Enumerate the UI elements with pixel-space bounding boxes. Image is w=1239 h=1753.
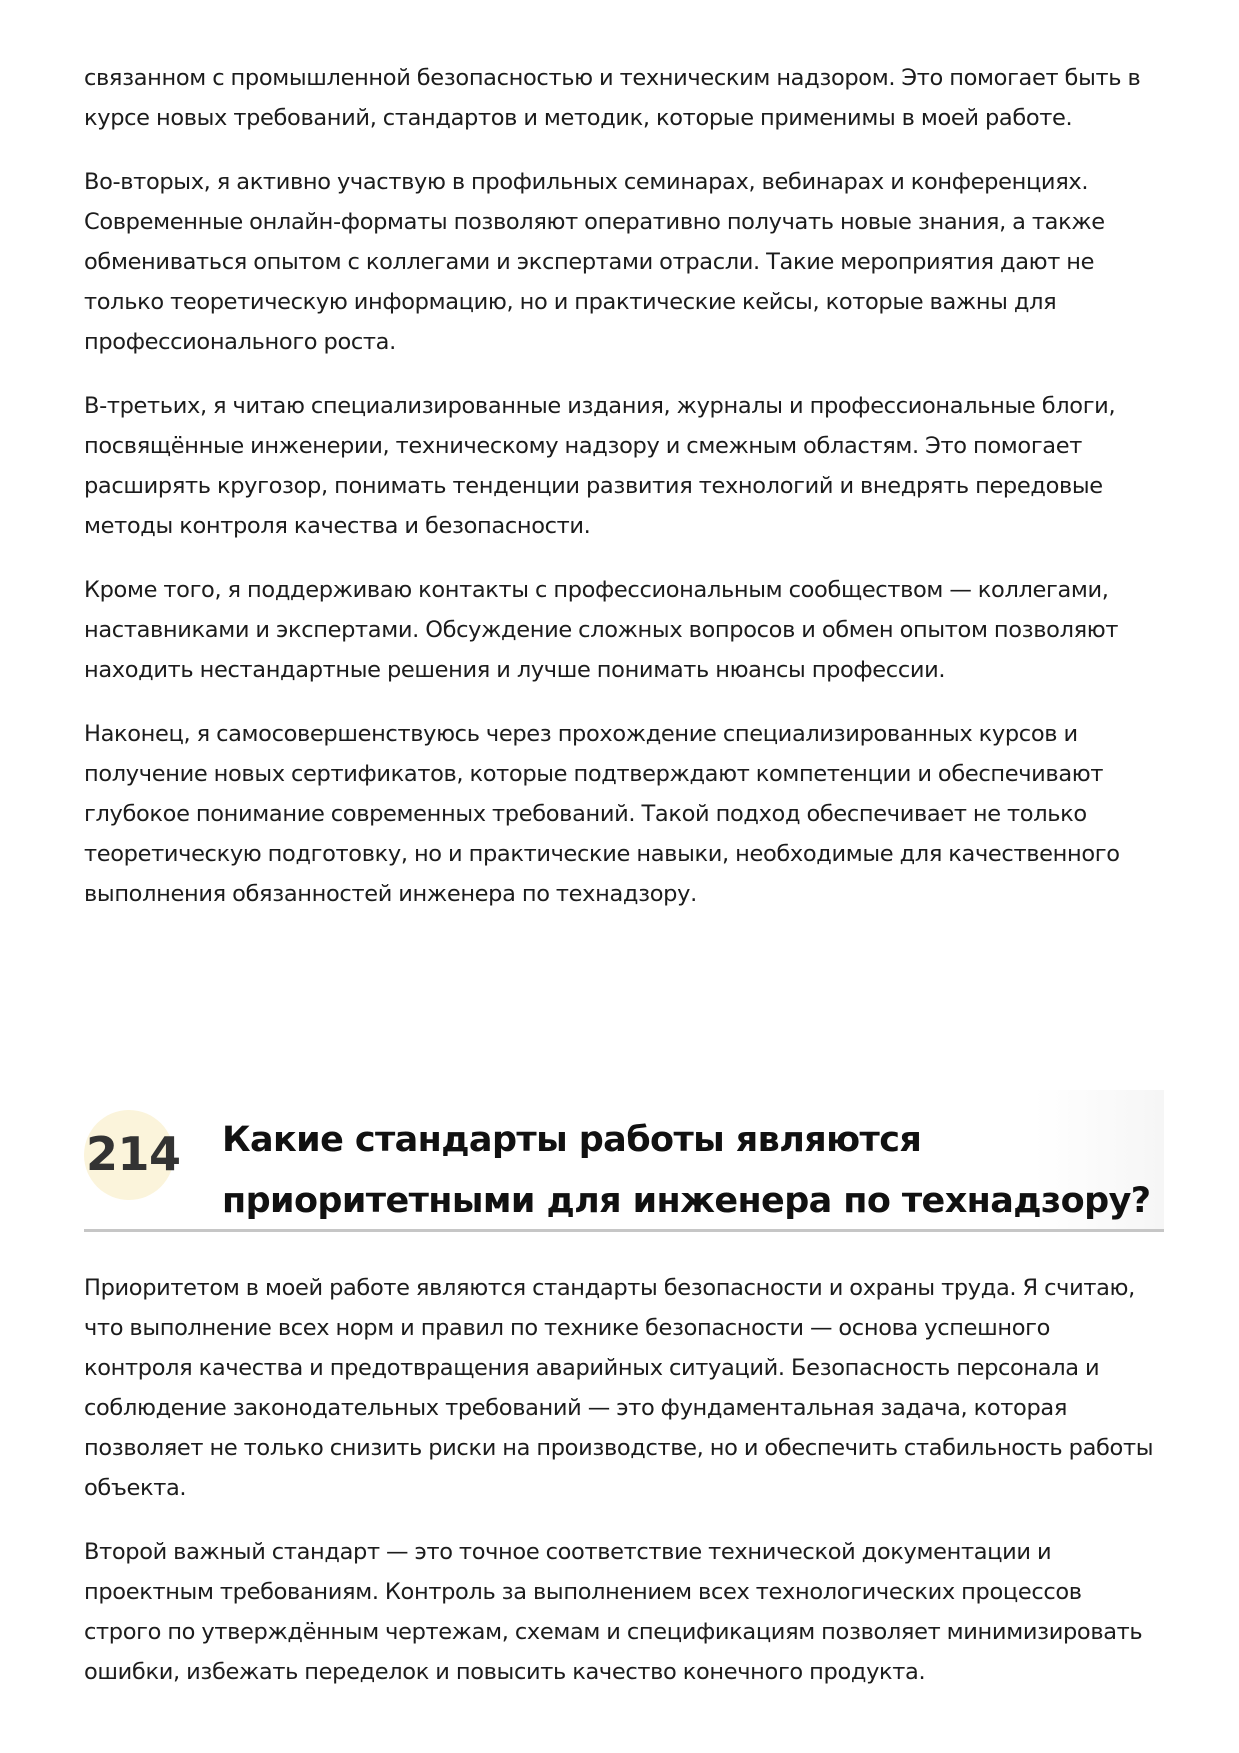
intro-paragraph-2: Во-вторых, я активно участвую в профильных семинарах, вебинарах и конференциях. Современные онлайн-форматы позволяют оперативно получать новые знания, а также обмениваться опытом с коллегами и экспертами отрасли. Такие мероприятия дают не только теоретическую информацию, но и практические кейсы, которые важны для профессионального роста. — [84, 169, 1105, 355]
intro-paragraph-3: В-третьих, я читаю специализированные издания, журналы и профессиональные блоги, посвящённые инженерии, техническому надзору и смежным областям. Это помогает расширять кругозор, понимать тенденции развития технологий и внедрять передовые методы контроля качества и безопасности. — [84, 393, 1116, 539]
intro-paragraph-1: связанном с промышленной безопасностью и техническим надзором. Это помогает быть в курсе новых требований, стандартов и методик, которые применимы в моей работе. — [84, 65, 1141, 131]
answer-paragraph-1: Приоритетом в моей работе являются стандарты безопасности и охраны труда. Я считаю, что выполнение всех норм и правил по технике безопасности — основа успешного контроля качества и предотвращения аварийных ситуаций. Безопасность персонала и соблюдение законодательных требований — это фундаментальная задача, которая позволяет не только снизить риски на производстве, но и обеспечить стабильность работы объекта. — [84, 1275, 1154, 1501]
intro-section — [84, 58, 1164, 938]
answer-paragraph-2: Второй важный стандарт — это точное соответствие технической документации и проектным требованиям. Контроль за выполнением всех технологических процессов строго по утверждённым чертежам, схемам и спецификациям позволяет минимизировать ошибки, избежать переделок и повысить качество конечного продукта. — [84, 1539, 1143, 1685]
question-number: 214 — [86, 1127, 181, 1181]
question-title: Какие стандарты работы являются приоритетными для инженера по технадзору? — [222, 1120, 1151, 1221]
question-header — [84, 1090, 1164, 1232]
intro-paragraph-5: Наконец, я самосовершенствуюсь через прохождение специализированных курсов и получение новых сертификатов, которые подтверждают компетенции и обеспечивают глубокое понимание современных требований. Такой подход обеспечивает не только теоретическую подготовку, но и практические навыки, необходимые для качественного выполнения обязанностей инженера по технадзору. — [84, 721, 1120, 907]
intro-paragraph-4: Кроме того, я поддерживаю контакты с профессиональным сообществом — коллегами, наставниками и экспертами. Обсуждение сложных вопросов и обмен опытом позволяют находить нестандартные решения и лучше понимать нюансы профессии. — [84, 577, 1119, 683]
answer-section — [84, 1268, 1164, 1716]
